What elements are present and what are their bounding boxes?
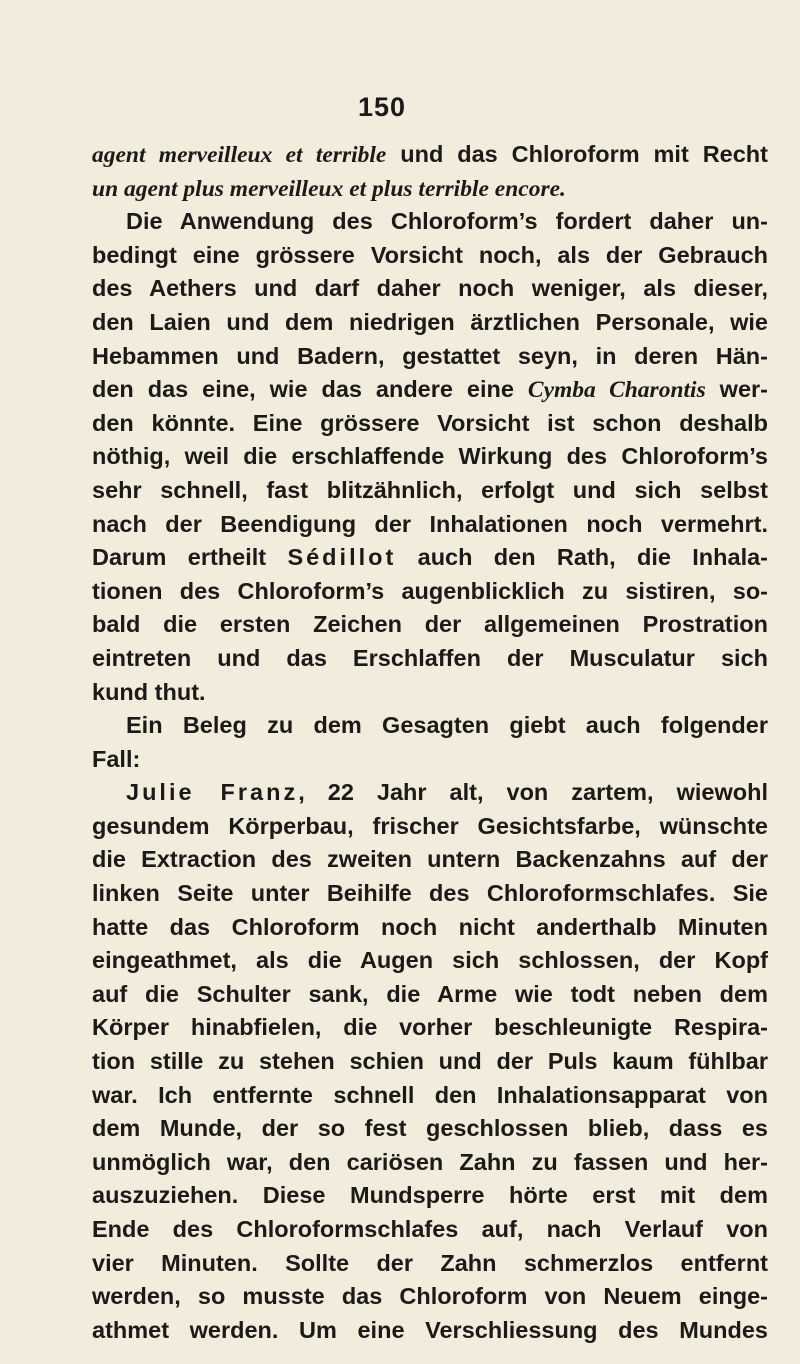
text-line xyxy=(92,709,768,743)
text-segment: sehr schnell, fast blitzähnlich, erfolgt und sich selbst xyxy=(92,476,768,503)
text-line xyxy=(92,1045,768,1079)
text-segment: kund thut. xyxy=(92,678,206,705)
text-line xyxy=(92,608,768,642)
text-segment: Ein Beleg zu dem Gesagten giebt auch folgender xyxy=(126,712,768,739)
text-line xyxy=(92,1179,768,1213)
text-segment: den das eine, wie das andere eine xyxy=(92,376,528,403)
text-segment: Hebammen und Badern, gestattet seyn, in deren Hän- xyxy=(92,342,768,369)
text-line xyxy=(92,911,768,945)
text-segment: Fall: xyxy=(92,745,141,772)
text-segment: den Laien und dem niedrigen ärztlichen Personale, wie xyxy=(92,308,768,335)
text-line xyxy=(92,776,768,810)
text-segment: vier Minuten. Sollte der Zahn schmerzlos entfernt xyxy=(92,1249,768,1276)
text-line xyxy=(92,508,768,542)
text-line xyxy=(92,1079,768,1113)
text-segment: Darum ertheilt xyxy=(92,544,288,571)
italic-text: un agent plus merveilleux et plus terrible encore. xyxy=(92,175,566,202)
text-line xyxy=(92,541,768,575)
text-segment: gesundem Körperbau, frischer Gesichtsfarbe, wünschte xyxy=(92,812,768,839)
text-line xyxy=(92,676,768,710)
text-line xyxy=(92,205,768,239)
text-segment: athmet werden. Um eine Verschliessung des Mundes xyxy=(92,1316,768,1343)
text-segment: bald die ersten Zeichen der allgemeinen Prostration xyxy=(92,611,768,638)
spaced-name: Julie Franz xyxy=(126,779,299,806)
text-segment: auf die Schulter sank, die Arme wie todt neben dem xyxy=(92,980,768,1007)
text-line xyxy=(92,239,768,273)
text-line xyxy=(92,810,768,844)
text-line xyxy=(92,138,768,172)
text-segment: bedingt eine grössere Vorsicht noch, als der Gebrauch xyxy=(92,241,768,268)
text-line xyxy=(92,474,768,508)
text-line xyxy=(92,1314,768,1348)
text-line xyxy=(92,575,768,609)
italic-text: agent merveilleux et terrible xyxy=(92,142,387,168)
text-line xyxy=(92,1146,768,1180)
text-segment: war. Ich entfernte schnell den Inhalationsapparat von xyxy=(92,1081,768,1108)
text-segment: nöthig, weil die erschlaffende Wirkung des Chloroform’s xyxy=(92,443,768,470)
text-line xyxy=(92,877,768,911)
text-segment: eintreten und das Erschlaffen der Musculatur sich xyxy=(92,644,768,671)
text-segment: Ende des Chloroformschlafes auf, nach Verlauf von xyxy=(92,1216,768,1242)
text-segment: tionen des Chloroform’s augenblicklich zu sistiren, so- xyxy=(92,577,768,604)
text-segment: dem Munde, der so fest geschlossen blieb, dass es xyxy=(92,1115,768,1142)
text-line xyxy=(92,1280,768,1314)
text-line xyxy=(92,272,768,306)
text-line xyxy=(92,172,768,206)
text-segment: linken Seite unter Beihilfe des Chloroformschlafes. Sie xyxy=(92,880,768,907)
text-segment: auszuziehen. Diese Mundsperre hörte erst mit dem xyxy=(92,1182,768,1209)
text-line xyxy=(92,642,768,676)
italic-text: Cymba Charontis xyxy=(527,377,706,404)
text-segment: auch den Rath, die Inhala- xyxy=(396,544,768,571)
text-line xyxy=(92,944,768,978)
text-segment: eingeathmet, als die Augen sich schlossen, der Kopf xyxy=(92,947,768,974)
spaced-name: Sédillot xyxy=(287,544,397,571)
text-segment: Die Anwendung des Chloroform’s fordert daher un- xyxy=(126,208,768,235)
text-segment: wer- xyxy=(705,376,768,403)
text-segment: tion stille zu stehen schien und der Puls kaum fühlbar xyxy=(92,1048,768,1075)
text-line xyxy=(92,843,768,877)
text-segment: werden, so musste das Chloroform von Neuem einge- xyxy=(92,1283,768,1310)
text-line xyxy=(92,743,768,777)
text-segment: die Extraction des zweiten untern Backenzahns auf der xyxy=(92,846,768,873)
text-line xyxy=(92,340,768,374)
body-text xyxy=(92,138,768,1347)
text-line xyxy=(92,373,768,407)
text-segment: unmöglich war, den cariösen Zahn zu fassen und her- xyxy=(92,1148,768,1175)
text-line xyxy=(92,306,768,340)
text-line xyxy=(92,407,768,441)
text-segment: des Aethers und darf daher noch weniger, als dieser, xyxy=(92,275,768,302)
page-number: 150 xyxy=(357,92,407,122)
text-line xyxy=(92,1112,768,1146)
text-line xyxy=(92,1213,768,1247)
text-segment: hatte das Chloroform noch nicht anderthalb Minuten xyxy=(92,913,768,940)
text-segment: den könnte. Eine grössere Vorsicht ist schon deshalb xyxy=(92,409,768,436)
text-line xyxy=(92,1011,768,1045)
text-segment: , 22 Jahr alt, von zartem, wiewohl xyxy=(298,779,768,806)
text-segment: Körper hinabfielen, die vorher beschleunigte Respira- xyxy=(92,1014,768,1041)
text-segment: und das Chloroform mit Recht xyxy=(386,141,768,167)
text-segment: nach der Beendigung der Inhalationen noch vermehrt. xyxy=(92,510,768,537)
text-line xyxy=(92,440,768,474)
text-line xyxy=(92,978,768,1012)
text-line xyxy=(92,1247,768,1281)
